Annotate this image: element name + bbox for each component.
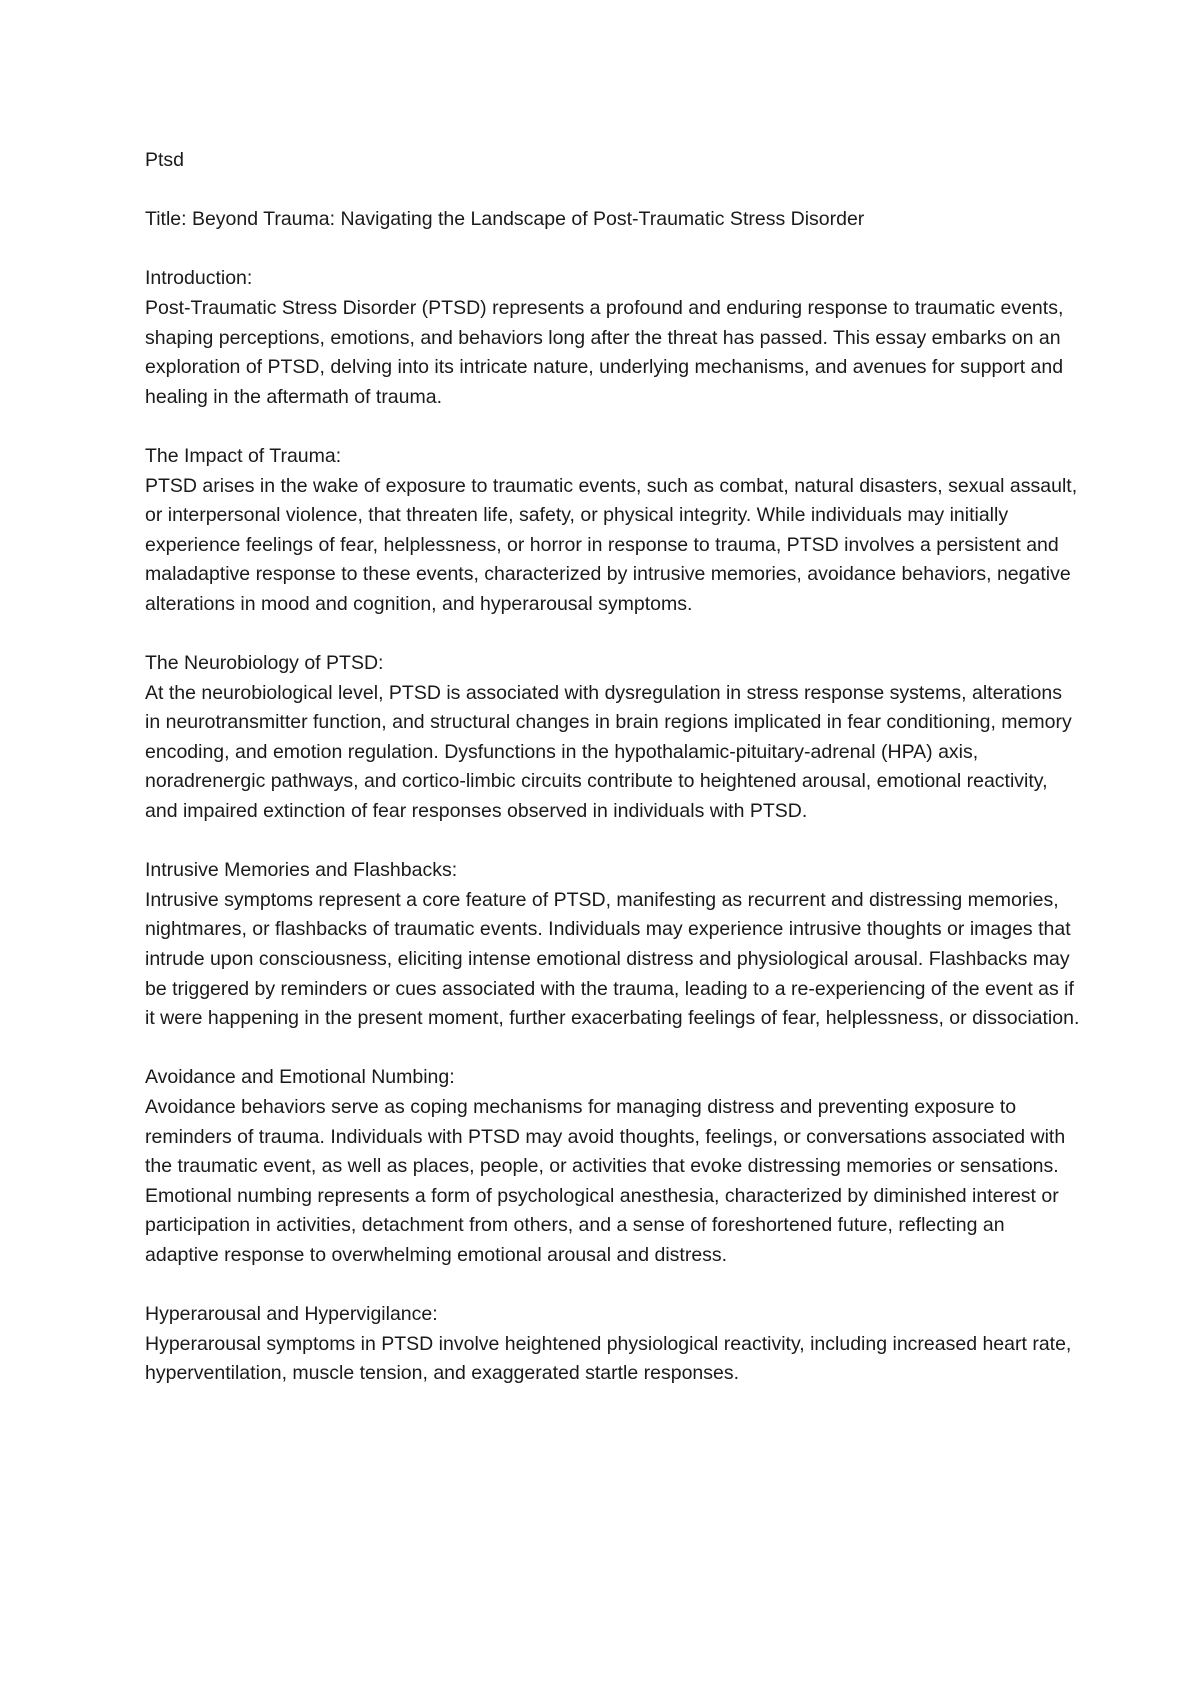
section-body: PTSD arises in the wake of exposure to traumatic events, such as combat, natural disasters, sexual assault, or interpersonal violence, that threaten life, safety, or physical integrity. While individuals may initially experience feelings of fear, helplessness, or horror in response to trauma, PTSD involves a persistent and maladaptive response to these events, characterized by intrusive memories, avoidance behaviors, negative alterations in mood and cognition, and hyperarousal symptoms. [145,474,1078,615]
section-neurobiology [145,649,1080,827]
document-title: Title: Beyond Trauma: Navigating the Landscape of Post-Traumatic Stress Disorder [145,208,865,231]
section-body: Post-Traumatic Stress Disorder (PTSD) represents a profound and enduring response to traumatic events, shaping perceptions, emotions, and behaviors long after the threat has passed. This essay embarks on an exploration of PTSD, delving into its intricate nature, underlying mechanisms, and avenues for support and healing in the aftermath of trauma. [145,296,1064,408]
section-heading: Avoidance and Emotional Numbing: [145,1066,455,1089]
section-heading: The Neurobiology of PTSD: [145,652,384,675]
section-hyperarousal [145,1300,1080,1389]
section-body: At the neurobiological level, PTSD is associated with dysregulation in stress response systems, alterations in neurotransmitter function, and structural changes in brain regions implicated in fear conditioning, memory encoding, and emotion regulation. Dysfunctions in the hypothalamic-pituitary-adrenal (HPA) axis, noradrenergic pathways, and cortico-limbic circuits contribute to heightened arousal, emotional reactivity, and impaired extinction of fear responses observed in individuals with PTSD. [145,681,1072,823]
section-body: Intrusive symptoms represent a core feature of PTSD, manifesting as recurrent and distressing memories, nightmares, or flashbacks of traumatic events. Individuals may experience intrusive thoughts or images that intrude upon consciousness, eliciting intense emotional distress and physiological arousal. Flashbacks may be triggered by reminders or cues associated with the trauma, leading to a re-experiencing of the event as if it were happening in the present moment, further exacerbating feelings of fear, helplessness, or dissociation. [145,888,1080,1030]
document-name: Ptsd [145,149,185,171]
section-impact-of-trauma [145,442,1080,620]
section-heading: Hyperarousal and Hypervigilance: [145,1303,438,1326]
section-body: Hyperarousal symptoms in PTSD involve heightened physiological reactivity, including increased heart rate, hyperventilation, muscle tension, and exaggerated startle responses. [145,1332,1072,1385]
section-heading: The Impact of Trauma: [145,444,342,467]
document-page [145,146,1080,1389]
section-heading: Intrusive Memories and Flashbacks: [145,859,458,882]
section-intrusive-memories [145,856,1080,1034]
section-body: Avoidance behaviors serve as coping mechanisms for managing distress and preventing exposure to reminders of trauma. Individuals with PTSD may avoid thoughts, feelings, or conversations associated with the traumatic event, as well as places, people, or activities that evoke distressing memories or sensations. Emotional numbing represents a form of psychological anesthesia, characterized by diminished interest or participation in activities, detachment from others, and a sense of foreshortened future, reflecting an adaptive response to overwhelming emotional arousal and distress. [145,1096,1066,1266]
section-introduction [145,264,1080,412]
section-avoidance [145,1063,1080,1270]
section-heading: Introduction: [145,267,253,290]
